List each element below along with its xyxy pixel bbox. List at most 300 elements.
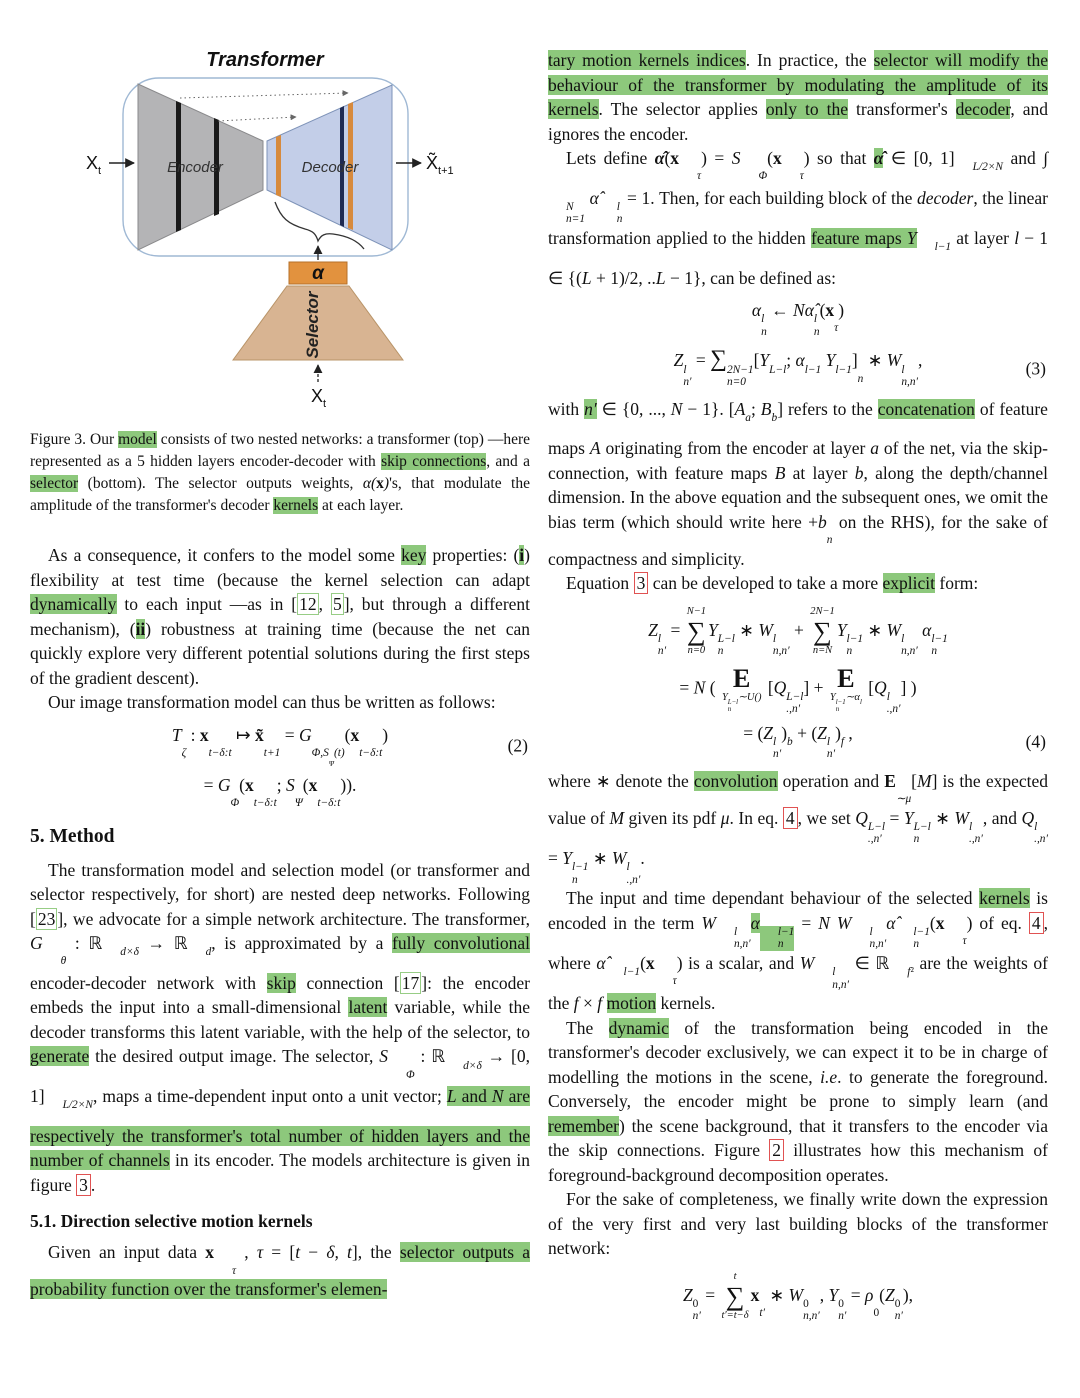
- text-run: E: [837, 663, 855, 693]
- text-run: ²: [910, 966, 914, 979]
- text-run: ∫: [1043, 148, 1048, 168]
- right-column-text: [548, 48, 1048, 1323]
- equation-body: α l n ← Nα̂ l n (x τ ): [751, 300, 845, 338]
- highlighted-text: dynamic: [608, 1017, 669, 1038]
- sup-sub-stack: [188, 946, 212, 970]
- text-run: n=N: [812, 645, 833, 657]
- alpha-label: α: [312, 263, 324, 284]
- sup-sub-stack: [214, 1253, 236, 1277]
- highlighted-text: kernels: [273, 497, 319, 514]
- equation-body: = G Φ (x t−δ:t ; S Ψ (x t−δ:t )).: [203, 774, 357, 810]
- sup-sub-stack: [847, 633, 864, 658]
- sup-sub-stack: [606, 966, 641, 990]
- citation-ref[interactable]: 5: [332, 594, 342, 614]
- text-run: x: [350, 724, 360, 745]
- text-run: n′: [692, 1310, 701, 1323]
- sup-sub-stack: [317, 785, 340, 809]
- text-run: M: [609, 807, 625, 828]
- operator-with-limits: [830, 665, 862, 714]
- text-run: a: [745, 411, 751, 424]
- text-run: n=1: [566, 213, 586, 226]
- text-run: 2N−1: [810, 605, 835, 617]
- text-run: .,n′: [886, 703, 901, 716]
- highlighted-text: fully convolutional: [392, 933, 530, 954]
- text-run: τ: [231, 1264, 237, 1277]
- text-run: n: [826, 534, 833, 547]
- text-run: l: [772, 632, 777, 645]
- sup-sub-stack: [901, 364, 918, 389]
- text-run: l−1: [913, 925, 930, 938]
- paragraph: The input and time dependant behaviour of the selected kernels is encoded in the term W l n,n′ α l−1 n = N W l n,n′ α̂ l−1 n (x τ ) of eq. 4 , where α̂ l−1 (x τ ) is a scalar, and W l n,n′ ∈ ℝ f² are the weights of the f × f motion kernels.: [548, 888, 1048, 1014]
- text-run: l−1: [931, 632, 948, 645]
- sup-sub-stack: [868, 821, 885, 846]
- encoder-label: Encoder: [167, 159, 223, 176]
- text-run: n: [813, 325, 820, 338]
- left-column: [30, 38, 530, 1331]
- text-run: l−1: [571, 861, 589, 874]
- sup-sub-stack: [683, 364, 691, 389]
- text-run: n: [777, 938, 784, 951]
- text-run: t: [295, 1242, 301, 1263]
- text-run: W: [611, 847, 627, 868]
- highlighted-text: skip connections: [381, 453, 487, 470]
- highlighted-text: are respectively the transformer's total number of hidden layers and the number of channels: [30, 1086, 530, 1171]
- text-run: .,n′: [867, 833, 882, 846]
- paragraph: Our image transformation model can thus be written as follows:: [48, 692, 496, 712]
- sup-sub-stack: [889, 966, 914, 990]
- highlighted-text: α: [750, 912, 760, 933]
- text-run: ∑: [687, 616, 706, 646]
- text-run: x: [935, 912, 945, 933]
- text-run: B: [760, 398, 772, 419]
- text-run: Z: [884, 1284, 895, 1305]
- sup-sub-stack: [955, 161, 1003, 185]
- text-run: n,n′: [869, 938, 887, 951]
- equation: [30, 725, 530, 810]
- sup-sub-stack: [917, 241, 952, 265]
- figure-ref[interactable]: 4: [783, 807, 798, 829]
- text-run: Y: [829, 692, 836, 704]
- text-run: Y: [836, 619, 847, 640]
- sup-sub-stack: [727, 364, 754, 389]
- text-run: α: [795, 350, 805, 371]
- text-run: l−1: [846, 632, 864, 645]
- text-run: l−1: [835, 363, 852, 376]
- sup-sub-stack: [182, 735, 187, 759]
- text-run: n,n′: [832, 978, 849, 991]
- text-run: l: [869, 925, 873, 938]
- text-run: L: [655, 267, 666, 288]
- section-heading: 5. Method: [30, 825, 115, 847]
- selector-input-label: $X_t$: [311, 386, 327, 410]
- text-run: N: [670, 398, 683, 419]
- text-run: ∼U(): [738, 692, 762, 704]
- equation-body: Z l n′ = N−1 ∑ n=0 Y L−l n ∗ W l n,n′ + 2N−1 ∑ n=N Y l−1 n ∗ W l n,n′ α l−1 n: [648, 605, 948, 658]
- text-run: N: [693, 677, 706, 698]
- text-run: μ: [720, 807, 730, 828]
- text-run: n,n′: [901, 645, 918, 658]
- text-run: n: [857, 372, 864, 385]
- text-run: 0: [873, 1306, 880, 1319]
- text-run: α̂: [596, 952, 606, 973]
- text-run: x: [825, 300, 835, 321]
- sup-sub-stack: [834, 310, 838, 334]
- text-run: l−1: [623, 966, 641, 979]
- text-run: Y: [825, 350, 836, 371]
- highlighted-text: L: [446, 1086, 457, 1107]
- highlighted-text: n′: [584, 398, 597, 419]
- text-run: M: [917, 770, 932, 791]
- text-run: f: [907, 966, 911, 979]
- text-run: W: [701, 912, 716, 933]
- sup-sub-stack: [759, 1295, 765, 1319]
- text-run: 0: [838, 1297, 844, 1310]
- text-run: W: [886, 350, 902, 371]
- text-run: L−l: [717, 632, 735, 645]
- text-run: N: [793, 300, 805, 321]
- text-run: l: [968, 820, 973, 833]
- right-column: [548, 38, 1048, 1331]
- sup-sub-stack: [45, 1099, 93, 1123]
- text-run: 0: [894, 1297, 901, 1310]
- highlighted-text: ii: [135, 618, 146, 639]
- text-run: τ: [256, 1242, 264, 1263]
- text-run: E: [732, 663, 751, 693]
- sup-sub-stack: [873, 1295, 879, 1319]
- text-run: L−l: [769, 363, 787, 376]
- sup-sub-stack: [760, 926, 795, 951]
- text-run: x: [772, 148, 782, 168]
- text-run: Φ: [405, 1068, 415, 1081]
- sup-sub-stack: [693, 1298, 701, 1323]
- highlighted-text: kernels: [979, 888, 1030, 909]
- text-run: L: [581, 267, 592, 288]
- text-run: .,n′: [626, 873, 641, 886]
- sup-sub-stack: [388, 1057, 415, 1081]
- text-run: n,n′: [772, 645, 790, 658]
- text-run: Y: [828, 1284, 839, 1305]
- text-run: Q: [855, 807, 868, 828]
- text-run: n: [616, 213, 623, 226]
- text-run: N: [566, 200, 574, 213]
- text-run: d×δ: [120, 946, 139, 959]
- text-run: Y: [903, 807, 914, 828]
- equation-body: = N ( E Y L−l n ∼U() [Q L−l .,n′ ] + E Y l−1 n ∼α l [Q l .,n′ ] ): [679, 663, 917, 716]
- text-run: l: [1034, 820, 1038, 833]
- sup-sub-stack: [43, 944, 67, 968]
- citation-ref[interactable]: 23: [37, 908, 56, 929]
- sup-sub-stack: [740, 158, 767, 182]
- text-run: n,n′: [733, 938, 751, 951]
- text-run: τ: [834, 322, 839, 335]
- sup-sub-stack: [931, 633, 948, 658]
- sup-sub-stack: [858, 361, 864, 385]
- sup-sub-stack: [969, 821, 983, 846]
- text-run: ∼α: [845, 692, 860, 704]
- text-run: n′: [773, 748, 782, 761]
- sup-sub-stack: [773, 633, 790, 658]
- citation-ref[interactable]: 12: [299, 594, 317, 614]
- highlighted-text: motion: [606, 993, 657, 1014]
- figure-ref[interactable]: 3: [634, 572, 649, 594]
- text-run: L−l: [913, 820, 931, 833]
- text-run: n: [835, 706, 840, 714]
- text-run: l−1: [777, 925, 795, 938]
- text-run: ρ: [865, 1284, 874, 1305]
- text-run: n=0: [726, 376, 746, 389]
- highlighted-text: model: [118, 431, 157, 448]
- text-run: L/2×N: [62, 1099, 93, 1112]
- text-run: d×δ: [463, 1059, 482, 1072]
- text-run: G: [298, 724, 312, 745]
- text-run: S: [379, 1046, 388, 1067]
- sup-sub-stack: [548, 201, 585, 226]
- text-run: Z: [673, 350, 684, 371]
- equation-number: (4): [1025, 731, 1046, 752]
- figure-caption: Figure 3. Our model consists of two nested networks: a transformer (top) —here represented as a 5 hidden layers encoder-decoder with skip connections, and a selector (bottom). The selector outputs weights, α(x)'s, that modulate the amplitude of the transformer's decoder kernels at each layer.: [30, 431, 530, 514]
- text-run: L−l: [727, 698, 739, 706]
- operator-with-limits: [687, 606, 706, 658]
- text-run: l−1: [804, 363, 822, 376]
- operator-with-limits: [721, 1271, 748, 1323]
- equation: [548, 606, 1048, 761]
- text-run: Ψ: [328, 758, 334, 768]
- sup-sub-stack: [728, 699, 738, 714]
- text-run: decoder: [916, 187, 974, 208]
- sup-sub-stack: [814, 966, 849, 991]
- text-run: α(: [362, 475, 377, 492]
- sup-sub-stack: [827, 736, 835, 761]
- sup-sub-stack: [786, 691, 803, 716]
- text-run: l−1: [934, 241, 952, 254]
- sup-sub-stack: [359, 735, 382, 759]
- sup-sub-stack: [572, 861, 589, 886]
- equation-body: Z 0 n′ = t ∑ t′=t−δ x t′ ∗ W 0 n,n′ , Y 0 n′ = ρ 0 (Z 0 n′ ),: [682, 1270, 914, 1323]
- text-run: x: [645, 952, 655, 973]
- text-run: W: [758, 619, 773, 640]
- sup-sub-stack: [782, 158, 804, 182]
- citation-ref[interactable]: 17: [401, 972, 420, 993]
- text-run: τ: [672, 975, 677, 988]
- text-run: Y: [759, 350, 770, 371]
- text-run: W: [954, 807, 969, 828]
- text-run: i.e: [820, 1066, 838, 1087]
- text-run: l: [859, 698, 862, 706]
- highlighted-text: and: [456, 1086, 492, 1107]
- text-run: t−δ:t: [359, 746, 383, 759]
- sup-sub-stack: [658, 633, 666, 658]
- text-run: b: [771, 411, 778, 424]
- text-run: (t): [333, 746, 345, 759]
- equation: [548, 348, 1048, 388]
- text-run: 2N−1: [726, 363, 754, 376]
- text-run: ∑: [725, 1281, 745, 1311]
- sup-sub-stack: [772, 412, 778, 436]
- text-run: l: [886, 690, 890, 703]
- text-run: n: [846, 645, 853, 658]
- input-label: $X_t$: [86, 153, 102, 177]
- text-run: n′: [894, 1310, 903, 1323]
- text-run: l: [901, 363, 905, 376]
- text-run: n: [761, 325, 767, 338]
- text-run: n: [931, 645, 937, 658]
- highlighted-text: skip: [266, 972, 296, 993]
- text-run: L/2×N: [972, 161, 1004, 174]
- text-run: l: [826, 735, 831, 748]
- text-run: ζ: [181, 746, 187, 759]
- text-run: b: [818, 511, 827, 532]
- paragraph: For the sake of completeness, we finally write down the expression of the very first and very last building blocks of the transformer network:: [548, 1189, 1048, 1259]
- operator-with-limits: [722, 665, 762, 714]
- sup-sub-stack: [445, 1060, 482, 1084]
- equation-body: Z l n′ = ∑ 2N−1 n=0 [Y L−l ; α l−1 Y l−1 ] n ∗ W l n,n′ ,: [673, 346, 923, 389]
- figure-ref[interactable]: 2: [769, 1139, 784, 1161]
- text-run: W: [799, 952, 815, 973]
- sup-sub-stack: [835, 364, 852, 388]
- text-run: α̂: [886, 912, 896, 933]
- text-run: n′: [657, 645, 667, 658]
- figure-ref[interactable]: 3: [76, 1174, 91, 1196]
- text-run: x: [308, 774, 318, 795]
- text-run: L−l: [867, 820, 886, 833]
- left-column-text: [30, 543, 530, 1302]
- text-run: δ, t: [326, 1242, 352, 1263]
- text-run: l: [761, 313, 765, 326]
- paragraph: Given an input data x τ , τ = [t − δ, t], the selector outputs a probability function over the transformer's elemen-: [30, 1242, 531, 1299]
- text-run: l: [813, 313, 818, 326]
- sup-sub-stack: [209, 735, 232, 759]
- highlighted-text: tary motion kernels indices: [548, 50, 746, 70]
- sup-sub-stack: [901, 633, 918, 658]
- text-run: a: [870, 438, 879, 459]
- text-run: α̂: [654, 148, 665, 168]
- text-run: L−l: [786, 690, 804, 703]
- text-run: l: [657, 632, 662, 645]
- sup-sub-stack: [836, 699, 846, 714]
- text-run: l: [1014, 227, 1020, 248]
- text-run: 0: [803, 1297, 809, 1310]
- text-run: Φ,S: [311, 746, 329, 759]
- text-run: G: [217, 774, 231, 795]
- text-run: n′: [826, 748, 836, 761]
- text-run: x̃: [255, 724, 264, 745]
- figure-ref[interactable]: 4: [1029, 912, 1044, 934]
- sup-sub-stack: [769, 364, 786, 388]
- selector-label: Selector: [303, 291, 322, 359]
- text-run: x: [205, 1242, 214, 1263]
- text-run: n: [717, 645, 724, 658]
- text-run: Z: [817, 722, 827, 743]
- text-run: t: [733, 1270, 737, 1282]
- text-run: .,n′: [786, 703, 801, 716]
- text-run: 0: [692, 1297, 699, 1310]
- sup-sub-stack: [745, 412, 751, 436]
- text-run: Φ: [230, 797, 240, 810]
- figure-3-diagram: [30, 38, 530, 418]
- paragraph: tary motion kernels indices. In practice, the selector will modify the behaviour of the transformer by modulating the amplitude of its kernels. The selector applies only to the transformer's decoder, and ignores the encoder.: [548, 50, 1049, 144]
- equation-number: (2): [507, 735, 528, 756]
- text-run: α̂: [804, 300, 814, 321]
- text-run: f: [840, 735, 845, 748]
- highlighted-text: key: [401, 545, 427, 565]
- text-run: x: [750, 1284, 760, 1305]
- text-run: S: [286, 774, 295, 795]
- text-run: τ: [799, 170, 804, 183]
- text-run: Y: [721, 692, 728, 704]
- text-run: l−1: [835, 698, 846, 706]
- equation: [548, 300, 1048, 338]
- sup-sub-stack: [838, 1298, 846, 1323]
- highlighted-text: concatenation: [877, 398, 975, 419]
- text-run: t−δ:t: [317, 797, 341, 810]
- text-run: l: [683, 363, 687, 376]
- sup-sub-stack: [718, 633, 735, 658]
- text-run: α̂: [589, 187, 599, 208]
- text-run: n=0: [687, 645, 706, 657]
- text-run: T: [171, 724, 182, 745]
- text-run: x: [244, 774, 254, 795]
- text-run: Y: [562, 847, 572, 868]
- text-run: E: [884, 770, 896, 791]
- sup-sub-stack: [773, 736, 781, 761]
- sup-sub-stack: [295, 785, 303, 809]
- equation-body: T ζ : x t−δ:t ↦ x̃ t+1 = G Φ,S Ψ (t) (x t−δ:t ): [171, 724, 389, 768]
- sup-sub-stack: [896, 781, 911, 805]
- sup-sub-stack: [312, 735, 345, 768]
- sup-sub-stack: [841, 736, 844, 760]
- figure-title: Transformer: [206, 49, 324, 71]
- paragraph: where ∗ denote the convolution operation and E ∼μ [M] is the expected value of M given its pdf μ. In eq. 4 , we set Q L−l .,n′ = Y L−l n ∗ W l .,n′ , and Q l .,n′ = Y l−1 n ∗ W l .,n′ .: [548, 770, 1048, 886]
- text-run: Q: [773, 677, 787, 698]
- highlighted-text: generate: [30, 1046, 90, 1067]
- text-run: A: [589, 438, 601, 459]
- text-run: t−δ:t: [253, 797, 277, 810]
- text-run: α: [751, 300, 762, 321]
- sup-sub-stack: [827, 522, 833, 546]
- paragraph: As a consequence, it confers to the model some key properties: (i) flexibility at test time (because the kernel selection can adapt dynamically to each input —as in [ 12 , 5 ], but through a different mechanism), (ii) robustness at training time (because the net can quickly explore very different potential solutions during the first steps of the gradient descent).: [30, 545, 531, 688]
- sup-sub-stack: [805, 364, 822, 388]
- text-run: ∑: [710, 346, 727, 373]
- equation-number: (3): [1025, 358, 1046, 378]
- text-run: n: [913, 833, 920, 846]
- sup-sub-stack: [860, 699, 862, 714]
- text-run: Y: [708, 619, 718, 640]
- text-run: b: [854, 462, 864, 483]
- text-run: n,n′: [803, 1310, 820, 1323]
- sup-sub-stack: [914, 821, 931, 846]
- text-run: τ: [697, 170, 702, 183]
- sup-sub-stack: [679, 158, 701, 182]
- sup-sub-stack: [787, 736, 793, 760]
- sup-sub-stack: [803, 1298, 820, 1323]
- text-run: n: [727, 706, 732, 714]
- highlighted-text: explicit: [882, 573, 935, 594]
- text-run: τ: [962, 934, 967, 947]
- sup-sub-stack: [814, 313, 820, 338]
- figure-3: [30, 38, 530, 517]
- text-run: t+1: [263, 746, 281, 759]
- sup-sub-stack: [887, 691, 901, 716]
- text-run: B: [774, 462, 786, 483]
- text-run: Q: [874, 677, 887, 698]
- sup-sub-stack: [895, 926, 930, 951]
- sup-sub-stack: [944, 923, 966, 947]
- text-run: l: [832, 966, 836, 979]
- text-run: d: [205, 946, 212, 959]
- sup-sub-stack: [102, 946, 139, 970]
- text-run: l: [626, 861, 630, 874]
- highlighted-text: i: [519, 545, 525, 565]
